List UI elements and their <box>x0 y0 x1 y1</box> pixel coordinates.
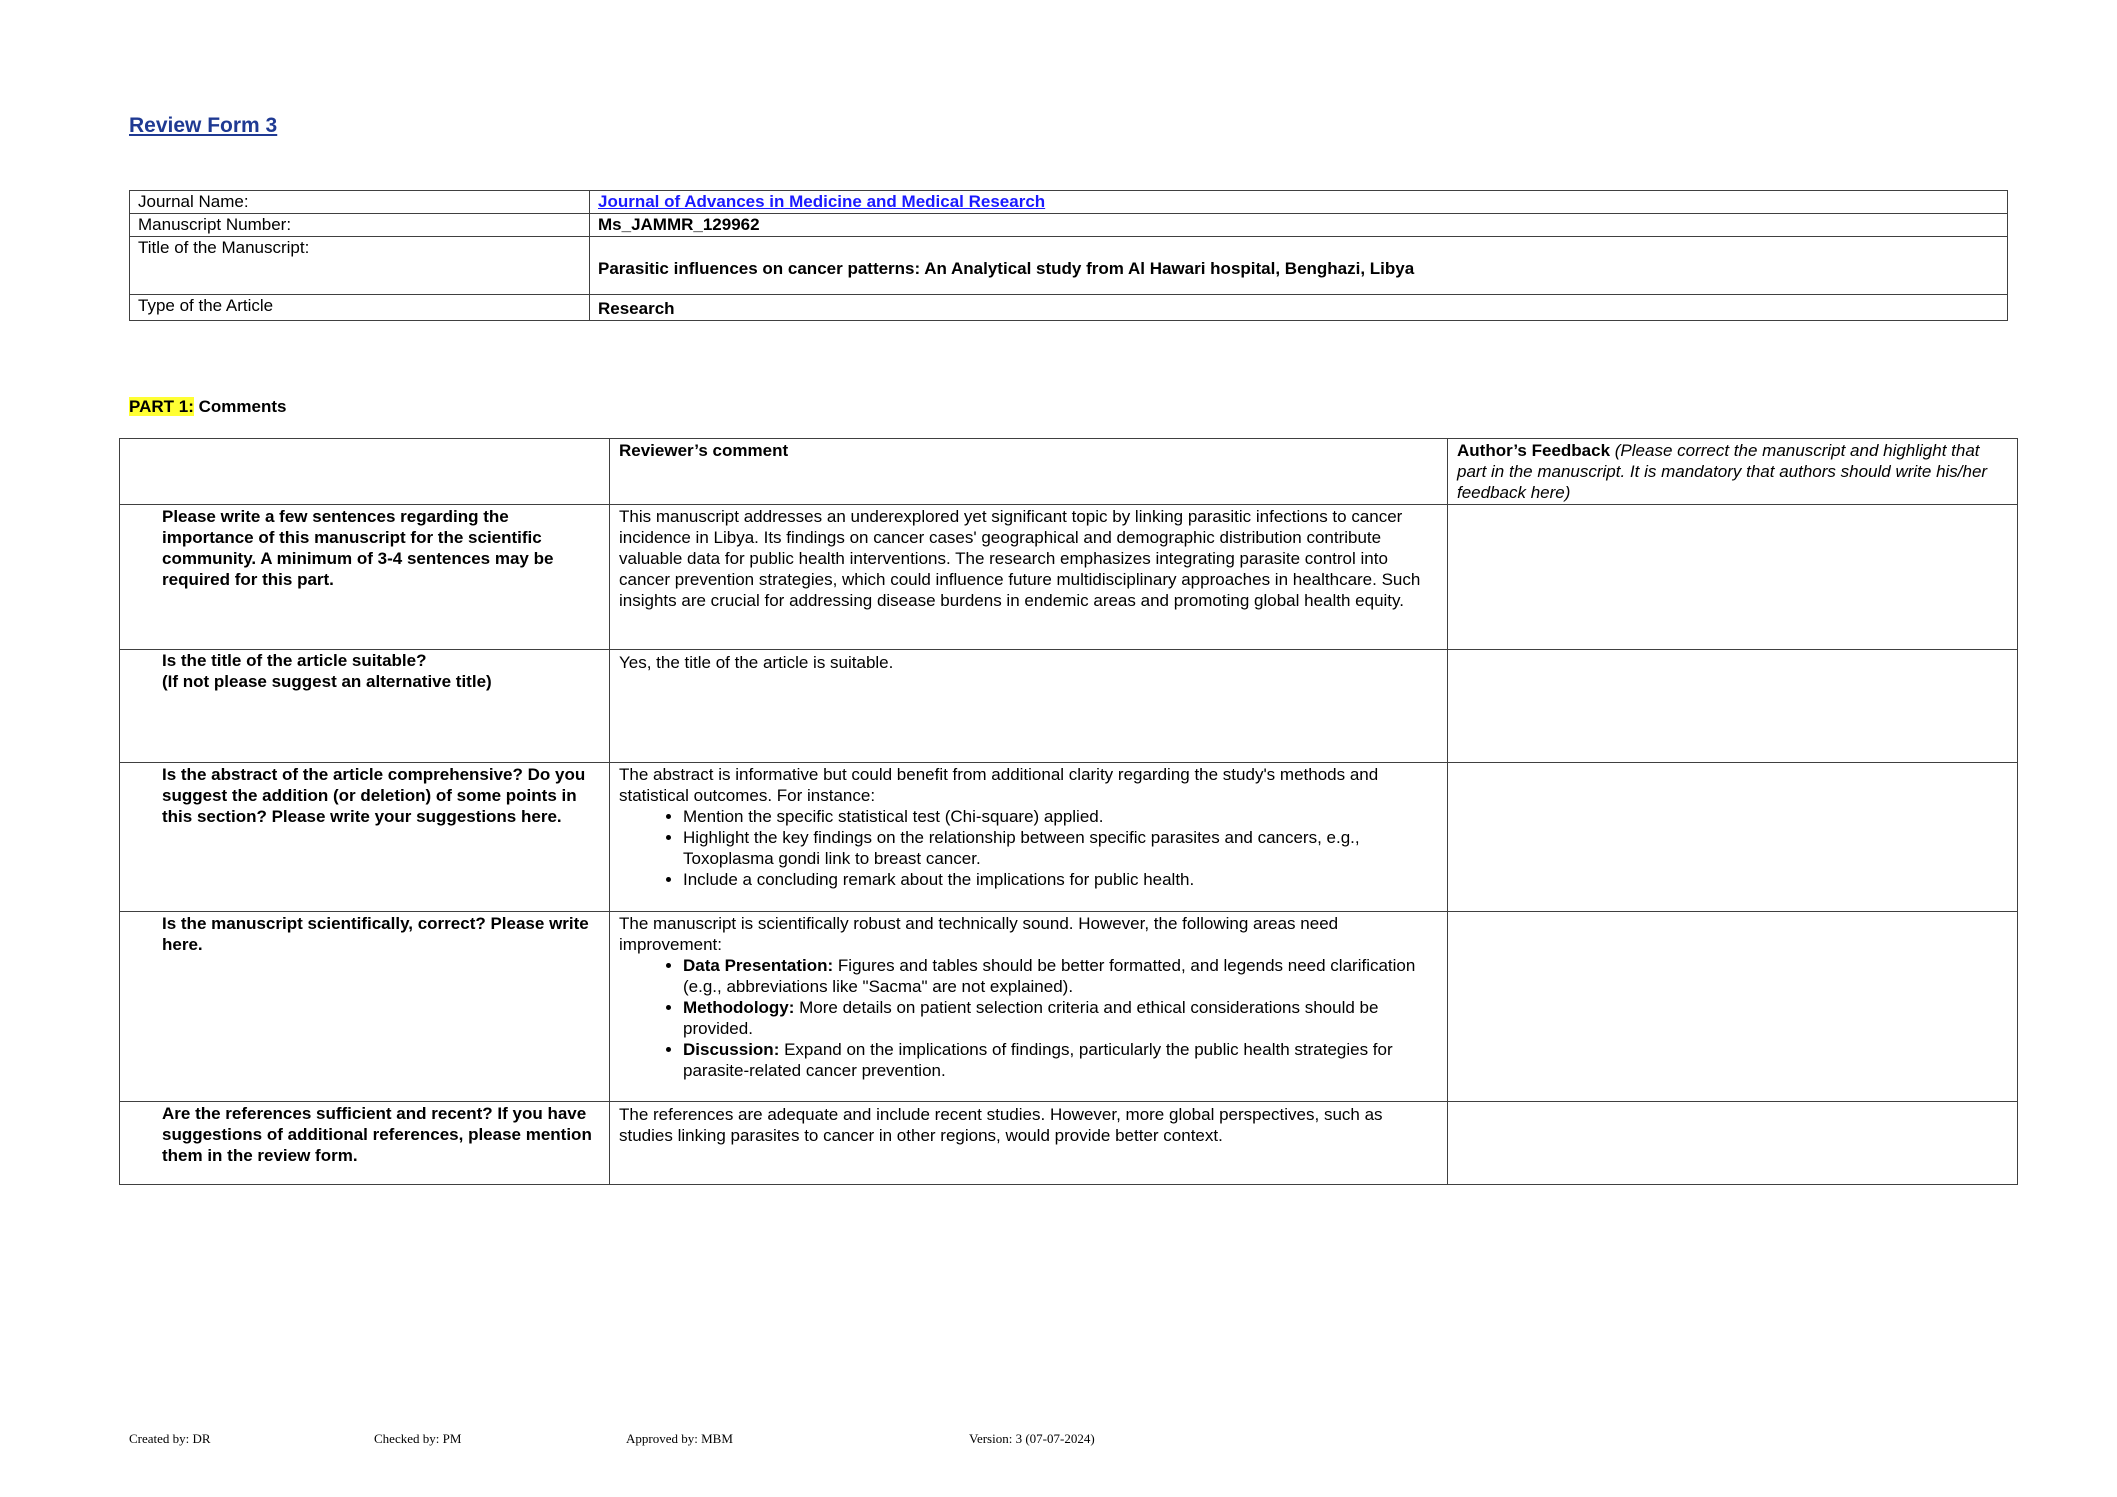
part-heading <box>129 397 286 417</box>
list-item: • Highlight the key findings on the relationship between specific parasites and cancers, e.g., Toxoplasma gondi link to breast cancer. <box>683 827 1438 869</box>
footer-approved: Approved by: MBM <box>626 1431 733 1446</box>
feedback-title[interactable] <box>1448 650 2018 763</box>
table-row <box>120 763 2018 912</box>
author-feedback-header <box>1448 439 2018 505</box>
article-type-value <box>590 295 2008 321</box>
comments-table <box>119 438 2018 1185</box>
journal-value-cell <box>590 191 2008 214</box>
article-type-label: Type of the Article <box>130 295 590 321</box>
question-title <box>120 650 610 763</box>
part-title: Comments <box>198 397 287 416</box>
reviewer-comment-header: Reviewer’s comment <box>610 439 1448 505</box>
bullet-text: More details on patient selection criteria and ethical considerations should be provided. <box>683 998 1379 1038</box>
part-label: PART 1: <box>129 397 194 416</box>
comment-title: Yes, the title of the article is suitable. <box>610 650 1448 763</box>
manuscript-title-value <box>590 237 2008 295</box>
bullet-text: Figures and tables should be better formatted, and legends need clarification (e.g., abbreviations like "Sacma" are not explained). <box>683 956 1416 996</box>
feedback-abstract[interactable] <box>1448 763 2018 912</box>
bullet-heading: Methodology: <box>683 998 795 1017</box>
article-type-row <box>130 295 2008 321</box>
scientific-bullet-list <box>619 955 1438 1081</box>
comment-abstract <box>610 763 1448 912</box>
comment-scientific <box>610 912 1448 1102</box>
manuscript-title-row <box>130 237 2008 295</box>
comment-importance: This manuscript addresses an underexplored yet significant topic by linking parasitic infections to cancer incidence in Libya. Its findings on cancer cases' geographical and demographic distribution contribute valuable data for public health interventions. The research emphasizes integrating parasite control into cancer prevention strategies, which could influence future multidisciplinary approaches in healthcare. Such insights are crucial for addressing disease burdens in endemic areas and promoting global health equity. <box>610 505 1448 650</box>
comment-references: The references are adequate and include recent studies. However, more global perspectives, such as studies linking parasites to cancer in other regions, would provide better context. <box>610 1102 1448 1185</box>
bullet-heading: Discussion: <box>683 1040 780 1059</box>
journal-label: Journal Name: <box>130 191 590 214</box>
footer-created: Created by: DR <box>129 1431 211 1446</box>
footer-version: Version: 3 (07-07-2024) <box>969 1431 1095 1446</box>
list-item <box>683 955 1438 997</box>
feedback-scientific[interactable] <box>1448 912 2018 1102</box>
journal-link[interactable]: Journal of Advances in Medicine and Medical Research <box>598 192 1046 211</box>
author-feedback-title: Author’s Feedback <box>1457 441 1611 460</box>
journal-row <box>130 191 2008 214</box>
manuscript-title-label: Title of the Manuscript: <box>130 237 590 295</box>
bullet-text: Expand on the implications of findings, particularly the public health strategies for parasite-related cancer prevention. <box>683 1040 1393 1080</box>
manuscript-info-table <box>129 190 2008 321</box>
comment-abstract-intro: The abstract is informative but could benefit from additional clarity regarding the study's methods and statistical outcomes. For instance: <box>619 765 1379 805</box>
manuscript-title-text: Parasitic influences on cancer patterns: An Analytical study from Al Hawari hospital, Benghazi, Libya <box>598 259 1415 278</box>
list-item: • Mention the specific statistical test (Chi-square) applied. <box>683 806 1438 827</box>
feedback-references[interactable] <box>1448 1102 2018 1185</box>
table-row <box>120 505 2018 650</box>
list-item <box>683 997 1438 1039</box>
author-feedback-instructions: (Please correct the manuscript and highlight that part in the manuscript. It is mandatory that authors should write his/her feedback here) <box>1457 441 1988 502</box>
question-title-line1: Is the title of the article suitable? <box>162 651 427 670</box>
footer-checked: Checked by: PM <box>374 1431 462 1446</box>
bullet-heading: Data Presentation: <box>683 956 834 975</box>
header-empty-cell <box>120 439 610 505</box>
list-item: • Include a concluding remark about the implications for public health. <box>683 869 1438 890</box>
header-row <box>120 439 2018 505</box>
table-row <box>120 1102 2018 1185</box>
manuscript-number-row <box>130 214 2008 237</box>
page-title[interactable]: Review Form 3 <box>129 114 278 137</box>
table-row <box>120 912 2018 1102</box>
question-references: Are the references sufficient and recent? If you have suggestions of additional references, please mention them in the review form. <box>120 1102 610 1185</box>
question-scientific: Is the manuscript scientifically, correct? Please write here. <box>120 912 610 1102</box>
feedback-importance[interactable] <box>1448 505 2018 650</box>
comment-scientific-intro: The manuscript is scientifically robust and technically sound. However, the following areas need improvement: <box>619 914 1339 954</box>
manuscript-number-label: Manuscript Number: <box>130 214 590 237</box>
table-row <box>120 650 2018 763</box>
manuscript-number-value: Ms_JAMMR_129962 <box>590 214 2008 237</box>
question-title-line2: (If not please suggest an alternative title) <box>162 672 492 691</box>
list-item <box>683 1039 1438 1081</box>
article-type-text: Research <box>598 299 675 318</box>
question-importance: Please write a few sentences regarding the importance of this manuscript for the scientific community. A minimum of 3-4 sentences may be required for this part. <box>120 505 610 650</box>
abstract-bullet-list <box>619 806 1438 890</box>
question-abstract: Is the abstract of the article comprehensive? Do you suggest the addition (or deletion) of some points in this section? Please write your suggestions here. <box>120 763 610 912</box>
